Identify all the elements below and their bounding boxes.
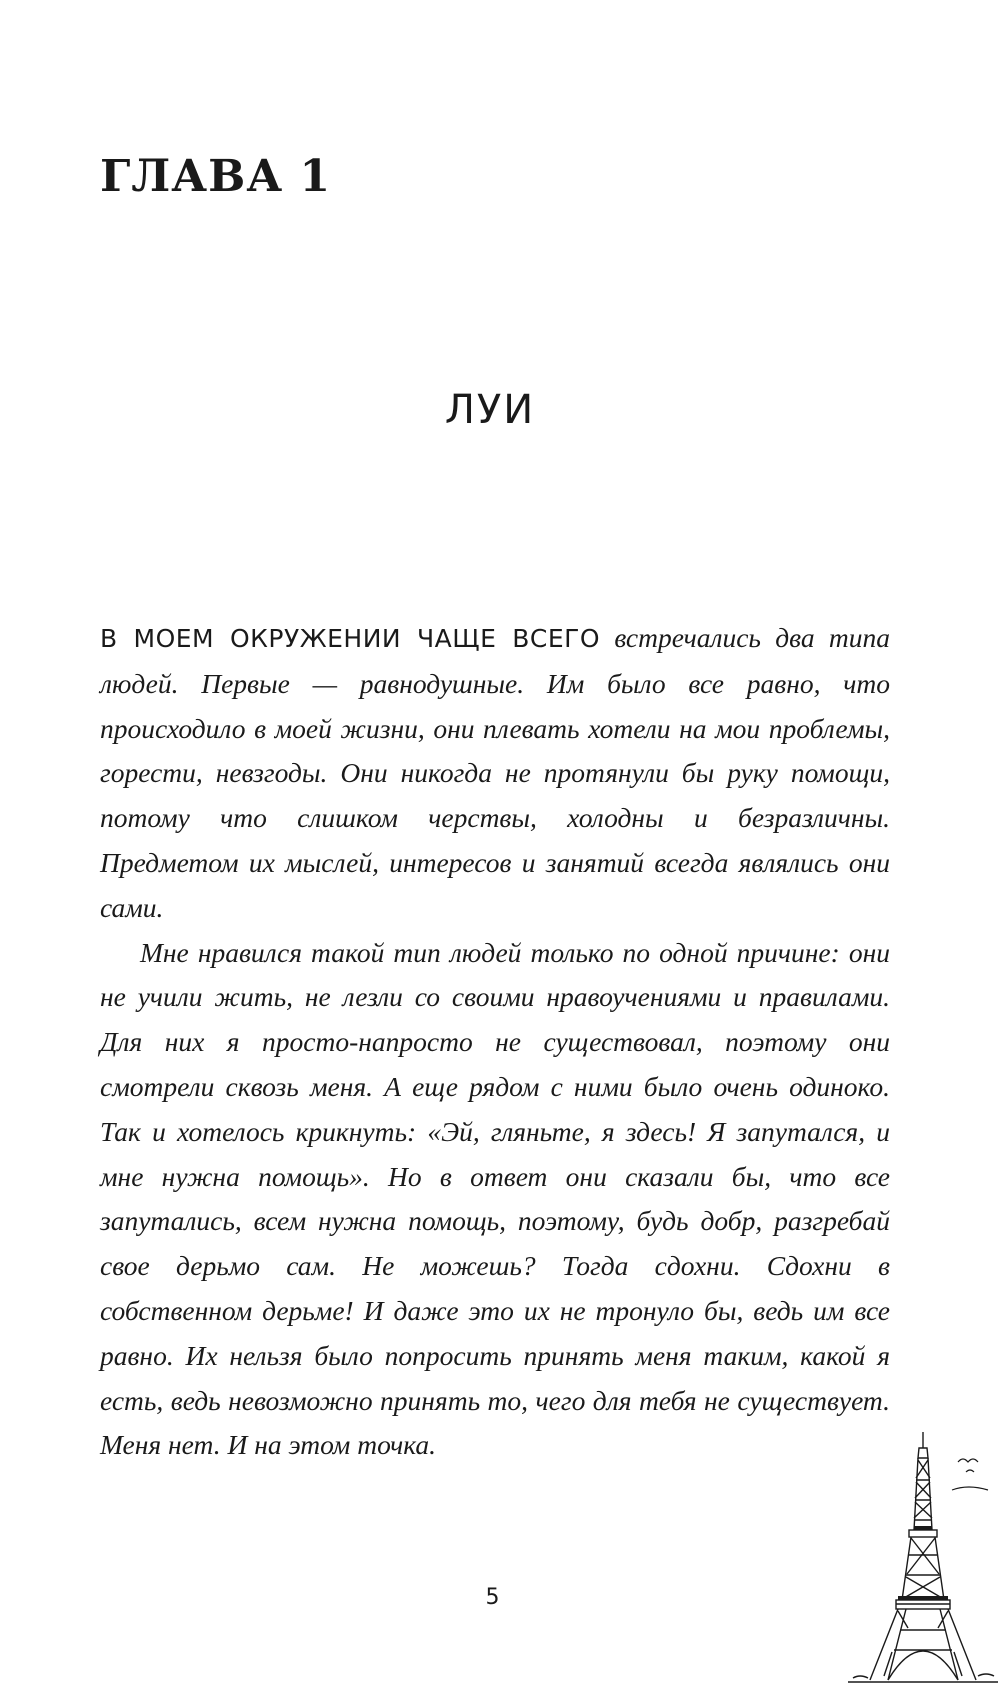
chapter-title: ЛУИ	[444, 387, 536, 433]
paragraph-1	[100, 616, 890, 931]
chapter-heading: ГЛАВА 1	[100, 151, 332, 202]
paragraph-2: Мне нравился такой тип людей только по одной причине: они не учили жить, не лезли со своими нравоучениями и правилами. Для них я просто-напросто не существовал, поэтому они смотрели сквозь меня. А еще рядом с ними было очень одиноко. Так и хотелось крикнуть: «Эй, гляньте, я здесь! Я запутался, и мне нужна помощь». Но в ответ они сказали бы, что все запутались, всем нужна помощь, поэтому, будь добр, разгребай свое дерьмо сам. Не можешь? Тогда сдохни. Сдохни в собственном дерьме! И даже это их не тронуло бы, ведь им все равно. Их нельзя было попросить принять меня таким, какой я есть, ведь невозможно принять то, чего для тебя не существует. Меня нет. И на этом точка.	[100, 936, 890, 1461]
page-number: 5	[485, 1585, 500, 1610]
paragraph-text: встречались два типа людей. Первые — равнодушные. Им было все равно, что происходило в моей жизни, они плевать хотели на мои проблемы, горести, невзгоды. Они никогда не протянули бы руку помощи, потому что слишком черствы, холодны и безразличны. Предметом их мыслей, интересов и занятий всегда являлись они сами.	[100, 622, 890, 923]
eiffel-tower-icon	[848, 1430, 998, 1692]
paragraph-lead-in: В МОЕМ ОКРУЖЕНИИ ЧАЩЕ ВСЕГО	[100, 624, 601, 653]
chapter-body	[100, 616, 890, 1468]
